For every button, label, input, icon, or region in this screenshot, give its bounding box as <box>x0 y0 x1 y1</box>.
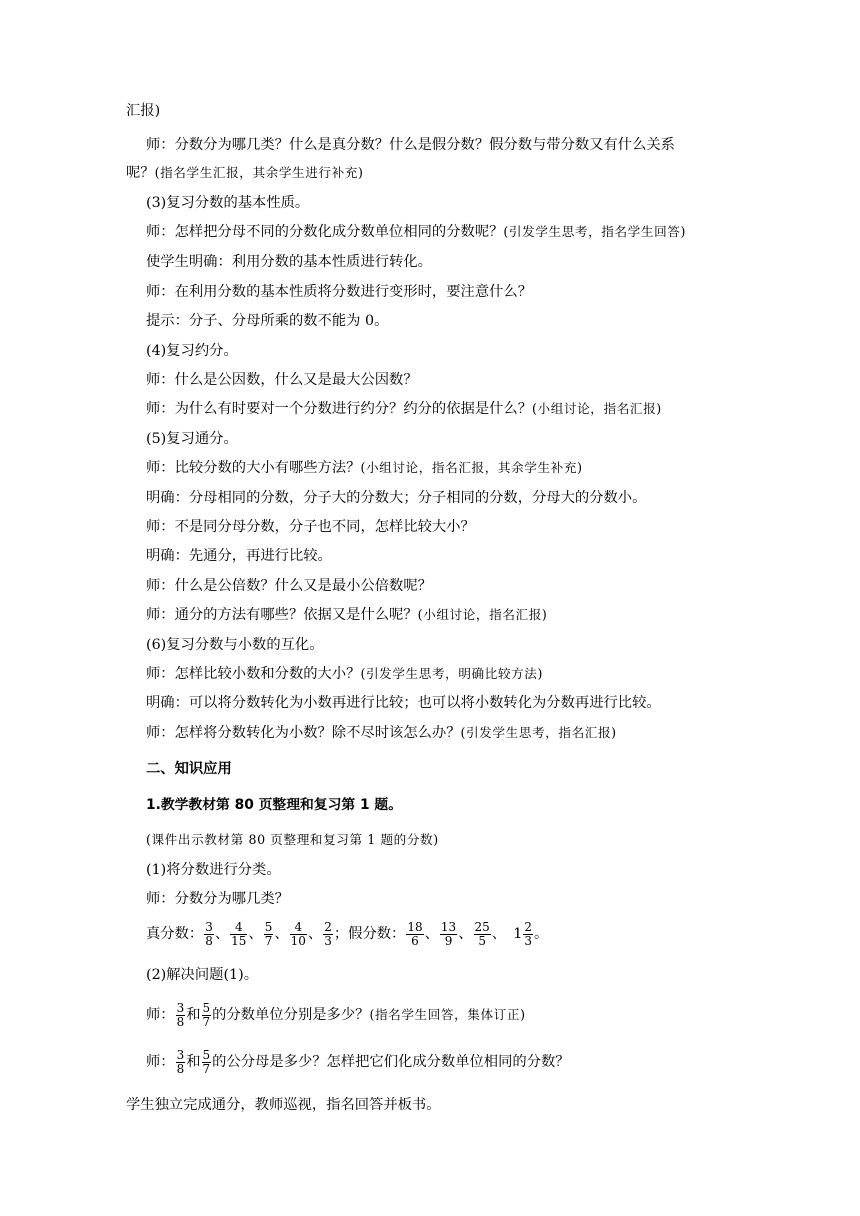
text-line <box>146 830 439 850</box>
text-line: 汇报) <box>126 103 161 119</box>
text-line: (1)将分数进行分类。 <box>146 862 281 878</box>
item-heading: 1.教学教材第 80 页整理和复习第 1 题。 <box>146 797 403 813</box>
text-line: (3)复习分数的基本性质。 <box>146 195 310 211</box>
teaching-note: (指名学生汇报，其余学生进行补充) <box>154 165 364 180</box>
text-line: 师：怎样把分母不同的分数化成分数单位相同的分数呢？(引发学生思考，指名学生回答) <box>146 224 686 240</box>
text-line: 师： $\frac{3}{8}$ 和 $\frac{5}{7}$ 的分数单位分别是多少？(指名学生回答，集体订正) <box>146 1000 526 1029</box>
teaching-note: (小组讨论，指名汇报) <box>532 401 662 416</box>
fraction: $\frac{3}{8}$ <box>205 919 213 948</box>
fraction: $\frac{2}{3}$ <box>524 919 532 948</box>
text-line: 呢？(指名学生汇报，其余学生进行补充) <box>126 165 364 181</box>
fraction: $\frac{18}{6}$ <box>407 919 423 948</box>
text-line: 师：在利用分数的基本性质将分数进行变形时，要注意什么？ <box>146 284 533 300</box>
section-heading: 二、知识应用 <box>146 761 232 777</box>
text-line: 明确：先通分，再进行比较。 <box>146 548 332 564</box>
teaching-note: (引发学生思考，指名汇报) <box>460 725 617 740</box>
fraction: $\frac{13}{9}$ <box>440 919 457 948</box>
fraction: $\frac{2}{3}$ <box>324 919 332 948</box>
fraction: $\frac{3}{8}$ <box>176 1047 185 1076</box>
text-line: 明确：分母相同的分数，分子大的分数大；分子相同的分数，分母大的分数小。 <box>146 490 647 506</box>
text-line: (6)复习分数与小数的互化。 <box>146 637 324 653</box>
text-line: 学生独立完成通分，教师巡视，指名回答并板书。 <box>126 1097 441 1113</box>
text-line: 明确：可以将分数转化为小数再进行比较；也可以将小数转化为分数再进行比较。 <box>146 695 661 711</box>
fraction: $\frac{25}{5}$ <box>474 919 490 948</box>
text-line: 师：不是同分母分数，分子也不同，怎样比较大小？ <box>146 519 475 535</box>
fraction: $\frac{5}{7}$ <box>202 1000 211 1029</box>
text-line: 师：分数分为哪几类？什么是真分数？什么是假分数？假分数与带分数又有什么关系 <box>146 137 675 153</box>
text-line: 师：怎样将分数转化为小数？除不尽时该怎么办？(引发学生思考，指名汇报) <box>146 725 617 741</box>
teaching-note: (小组讨论，指名汇报，其余学生补充) <box>360 460 583 475</box>
text-line: 师：什么是公因数，什么又是最大公因数？ <box>146 372 418 388</box>
text-line: 师：分数分为哪几类？ <box>146 891 289 907</box>
fraction: $\frac{5}{7}$ <box>264 919 273 948</box>
teaching-note: (指名学生回答，集体订正) <box>369 1007 526 1022</box>
text-line: (5)复习通分。 <box>146 431 238 447</box>
fraction: $\frac{5}{7}$ <box>202 1047 211 1076</box>
fraction: $\frac{4}{15}$ <box>231 919 247 948</box>
text-line: (4)复习约分。 <box>146 343 238 359</box>
text-line: 师：为什么有时要对一个分数进行约分？约分的依据是什么？(小组讨论，指名汇报) <box>146 401 662 417</box>
text-line: 师：比较分数的大小有哪些方法？(小组讨论，指名汇报，其余学生补充) <box>146 460 583 476</box>
teaching-note: (引发学生思考，指名学生回答) <box>503 224 686 239</box>
fraction: $\frac{3}{8}$ <box>176 1000 185 1029</box>
text-line: 师：怎样比较小数和分数的大小？(引发学生思考，明确比较方法) <box>146 666 543 682</box>
text-line: 师：通分的方法有哪些？依据又是什么呢？(小组讨论，指名汇报) <box>146 607 548 623</box>
fraction: $\frac{4}{10}$ <box>290 919 306 948</box>
text-line: 师：什么是公倍数？什么又是最小公倍数呢？ <box>146 578 432 594</box>
teaching-note: (课件出示教材第 80 页整理和复习第 1 题的分数) <box>146 832 439 847</box>
text-line: 使学生明确：利用分数的基本性质进行转化。 <box>146 254 432 270</box>
text-line: 师： $\frac{3}{8}$ 和 $\frac{5}{7}$ 的公分母是多少？怎样把它们化成分数单位相同的分数？ <box>146 1047 570 1076</box>
mixed-number-whole: 1 <box>513 926 523 942</box>
text-line: (2)解决问题(1)。 <box>146 967 258 983</box>
text-line: 提示：分子、分母所乘的数不能为 0。 <box>146 313 389 329</box>
teaching-note: (小组讨论，指名汇报) <box>417 607 548 622</box>
fraction-classification: 真分数： $\frac{3}{8}$ 、 $\frac{4}{15}$ 、 $\frac{5}{7}$ 、 $\frac{4}{10}$ 、 $\frac{2}{3}$ ；假分数： $\frac{18}{6}$ 、 $\frac{13}{9}$ 、 $\frac{25}{5}$ 、 1 $\frac{2}{3}$ 。 <box>146 919 549 948</box>
teaching-note: (引发学生思考，明确比较方法) <box>360 666 543 681</box>
